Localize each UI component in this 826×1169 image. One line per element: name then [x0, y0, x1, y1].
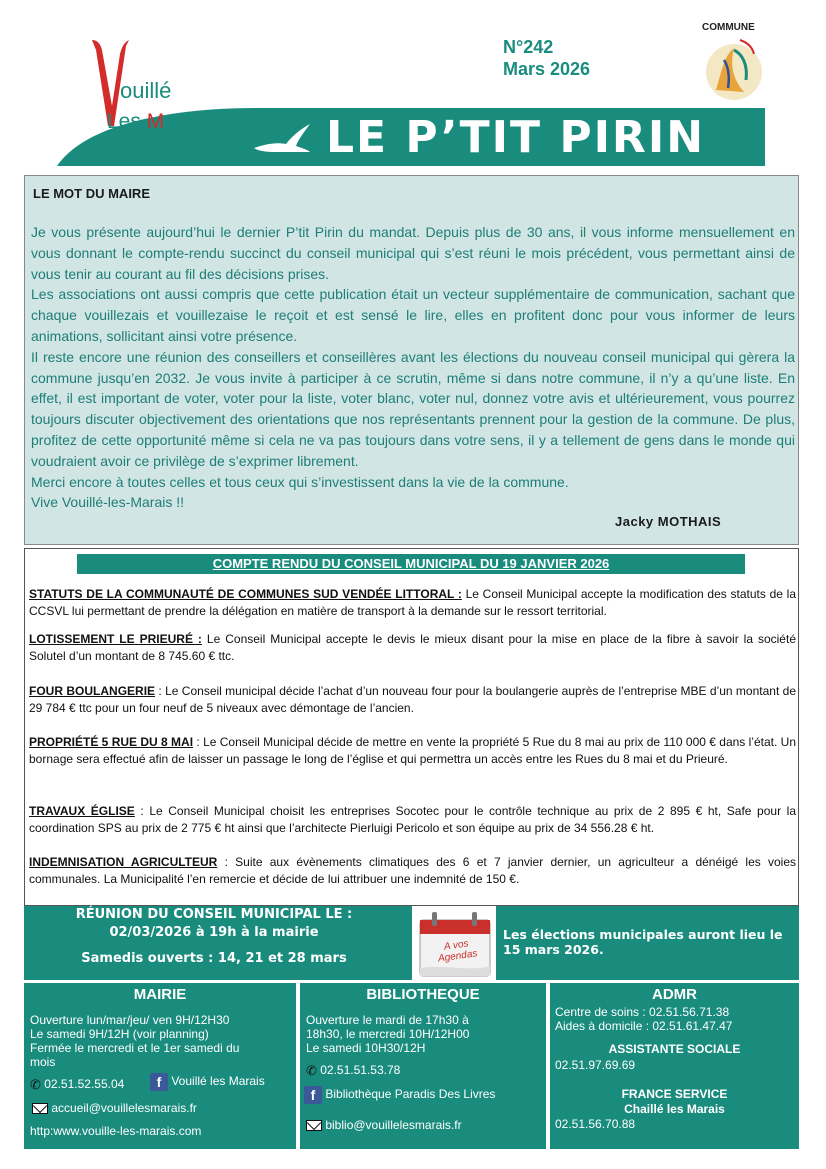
- commune-label: COMMUNE: [702, 22, 755, 33]
- mairie-hours: Fermée le mercredi et le 1er samedi du: [30, 1041, 240, 1055]
- assistante-sociale-phone: 02.51.97.69.69: [555, 1058, 636, 1072]
- reunion-info: [34, 906, 394, 968]
- maire-paragraph: Il reste encore une réunion des conseillers et conseillères avant les élections du nouveau conseil municipal qui gèrera la commune jusqu’en 2032. Je vous invite à participer à ce scrutin, même si dans notre commune, il n’y a qu’une liste. En effet, il est important de voter, voter pour la liste, voter blanc, voter nul, donnez votre avis et ultérieurement, vous pourrez toujours discuter objectivement des orientations que nos représentants prennent pour la gestion de la commune. De plus, profitez de cette opportunité même si cela ne va pas toujours dans votre sens, il y a tellement de gens dans le monde qui voudraient avoir ce privilège de s’exprimer librement.: [31, 348, 795, 469]
- mairie-box: [24, 983, 296, 1149]
- admr-aides-domicile: Aides à domicile : 02.51.61.47.47: [555, 1019, 733, 1033]
- biblio-email-link[interactable]: biblio@vouillelesmarais.fr: [306, 1118, 462, 1132]
- cr-item-label: STATUTS DE LA COMMUNAUTÉ DE COMMUNES SUD VENDÉE LITTORAL :: [29, 587, 462, 601]
- phone-icon: ✆: [30, 1076, 41, 1092]
- cr-item-four: [29, 683, 796, 717]
- phone-icon: ✆: [306, 1062, 317, 1078]
- agenda-illustration: [412, 906, 496, 980]
- cr-item-label: PROPRIÉTÉ 5 RUE DU 8 MAI: [29, 735, 194, 749]
- cr-item-indemnisation: [29, 854, 796, 888]
- cr-item-text: : Le Conseil municipal décide l’achat d’un nouveau four pour la boulangerie auprès de l’entreprise MBE d’un montant de 29 784 € ttc pour un four neuf de 5 niveaux avec démontage de l’ancien.: [29, 684, 796, 715]
- cr-item-propriete: [29, 734, 796, 768]
- maire-signature: Jacky MOTHAIS: [615, 514, 722, 529]
- issue-info: [503, 36, 590, 80]
- france-service-title: FRANCE SERVICE: [621, 1087, 728, 1101]
- cr-item-travaux: [29, 803, 796, 837]
- mairie-email-link[interactable]: accueil@vouillelesmarais.fr: [32, 1101, 197, 1115]
- biblio-hours: 18h30, le mercredi 10H/12H00: [306, 1027, 470, 1041]
- maire-paragraph: Vive Vouillé-les-Marais !!: [31, 494, 185, 511]
- biblio-hours: Le samedi 10H30/12H: [306, 1041, 426, 1055]
- mairie-phone: ✆ 02.51.52.55.04: [30, 1076, 125, 1092]
- agenda-text: A vos Agendas: [437, 938, 479, 965]
- maire-paragraph: Je vous présente aujourd’hui le dernier P’tit Pirin du mandat. Depuis plus de 30 ans, il vous informe mensuellement en vous donnant le compte-rendu succinct du conseil municipal qui s’est réuni le mois précédent, vous permettant ainsi de vous tenir au courant au fil des décisions prises.: [31, 224, 795, 282]
- mail-icon: [32, 1103, 48, 1114]
- admr-title: ADMR: [652, 986, 697, 1003]
- mairie-facebook-link[interactable]: f Vouillé les Marais: [150, 1073, 265, 1091]
- mairie-title: MAIRIE: [133, 986, 187, 1003]
- issue-number: N°242: [503, 37, 554, 57]
- mairie-website-link[interactable]: http:www.vouille-les-marais.com: [30, 1124, 202, 1138]
- reunion-line2: 02/03/2026 à 19h à la mairie: [109, 925, 319, 940]
- cr-item-label: FOUR BOULANGERIE: [29, 684, 156, 698]
- logo-text-ouille: ouillé: [120, 78, 172, 103]
- admr-centre-soins: Centre de soins : 02.51.56.71.38: [555, 1005, 730, 1019]
- mairie-hours: Le samedi 9H/12H (voir planning): [30, 1027, 209, 1041]
- reunion-line1: RÉUNION DU CONSEIL MUNICIPAL LE :: [75, 907, 353, 922]
- cr-item-text: Le Conseil Municipal accepte le devis le mieux disant pour la mise en place de la fibre à savoir la société Solutel d’un montant de 8 745.60 € ttc.: [29, 632, 796, 663]
- cr-item-label: INDEMNISATION AGRICULTEUR: [29, 855, 218, 869]
- cr-item-text: : Le Conseil Municipal choisit les entreprises Socotec pour le contrôle technique au prix de 2 895 € ht, Safe pour la coordination SPS au prix de 2 775 € ht ainsi que l’architecte Pierluigi Pericolo et son équipe au prix de 34 556.28 € ht.: [29, 804, 796, 835]
- mot-du-maire-box: [24, 175, 799, 545]
- admr-box: [550, 983, 799, 1149]
- heron-bird-icon: [252, 122, 312, 158]
- newsletter-title: LE P’TIT PIRIN: [326, 112, 706, 163]
- facebook-icon: f: [304, 1086, 322, 1104]
- facebook-icon: f: [150, 1073, 168, 1091]
- maire-paragraph: Les associations ont aussi compris que cette publication était un vecteur supplémentaire de communication, sachant que chaque vouillezais et vouillezaise le reçoit et est sensé le lire, elles en profitent donc pour vous informer de leurs animations, sollicitant ainsi votre présence.: [31, 286, 795, 344]
- cr-item-text: : Suite aux évènements climatiques des 6 et 7 janvier dernier, un agriculteur a dénéigé les voies communales. La Municipalité l’en remercie et décide de lui attribuer une indemnité de 150 €.: [29, 855, 797, 886]
- mot-du-maire-text: [31, 222, 795, 513]
- cr-item-text: Le Conseil Municipal accepte la modification des statuts de la CCSVL lui permettant de prendre la délégation en matière de transport à la demande sur le ressort territorial.: [29, 587, 796, 618]
- compte-rendu-box: [24, 548, 799, 906]
- france-service-phone: 02.51.56.70.88: [555, 1117, 636, 1131]
- mot-du-maire-title: LE MOT DU MAIRE: [33, 186, 150, 201]
- mairie-hours: mois: [30, 1055, 56, 1069]
- cr-item-statuts: [29, 586, 796, 620]
- bibliotheque-title: BIBLIOTHEQUE: [366, 986, 480, 1003]
- logo-text-les-marais: Les Marais: [107, 110, 210, 133]
- biblio-phone: ✆ 02.51.51.53.78: [306, 1062, 401, 1078]
- mail-icon: [306, 1120, 322, 1131]
- elections-announcement: Les élections municipales auront lieu le 15 mars 2026.: [503, 927, 783, 957]
- cr-item-label: LOTISSEMENT LE PRIEURÉ :: [29, 632, 202, 646]
- compte-rendu-title: COMPTE RENDU DU CONSEIL MUNICIPAL DU 19 JANVIER 2026: [77, 554, 745, 574]
- france-service-place: Chaillé les Marais: [624, 1102, 725, 1116]
- biblio-hours: Ouverture le mardi de 17h30 à: [306, 1013, 469, 1027]
- mairie-hours: Ouverture lun/mar/jeu/ ven 9H/12H30: [30, 1013, 230, 1027]
- maire-paragraph: Merci encore à toutes celles et tous ceux qui s’investissent dans la vie de la commune.: [31, 473, 569, 490]
- bibliotheque-box: [300, 983, 546, 1149]
- assistante-sociale-title: ASSISTANTE SOCIALE: [608, 1042, 741, 1056]
- issue-date: Mars 2026: [503, 59, 591, 79]
- cr-item-lotissement: [29, 631, 796, 665]
- cr-item-label: TRAVAUX ÉGLISE: [29, 804, 135, 818]
- reunion-line3: Samedis ouverts : 14, 21 et 28 mars: [81, 951, 347, 966]
- cr-item-text: : Le Conseil Municipal décide de mettre en vente la propriété 5 Rue du 8 mai au prix de 110 000 € dans l’état. Un bornage sera effectué afin de laisser un passage le long de l’église et qui permettra un accès entre les Rues du 8 mai et du Prieuré.: [29, 735, 796, 766]
- biblio-facebook-link[interactable]: f Bibliothèque Paradis Des Livres: [304, 1086, 495, 1104]
